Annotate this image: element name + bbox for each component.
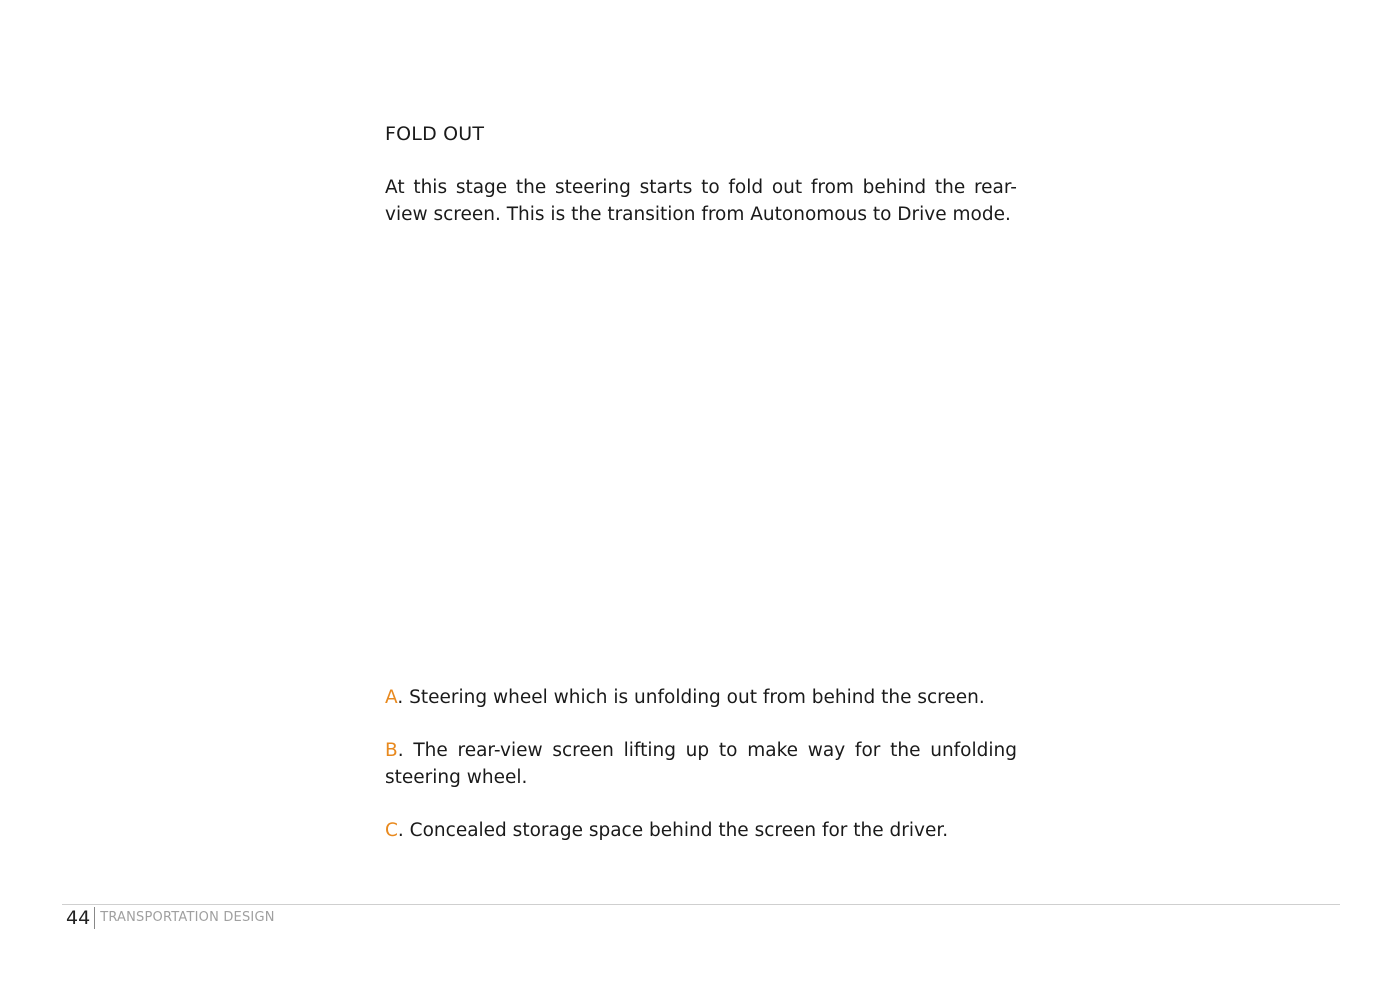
legend-text: . Steering wheel which is unfolding out from behind the screen. [397,687,985,708]
intro-paragraph: At this stage the steering starts to fold out from behind the rear-view screen. This is the transition from Autonomous to Drive mode. [385,177,1017,225]
page-footer [66,906,275,930]
footer-section-title: TRANSPORTATION DESIGN [100,910,275,925]
legend-text: . The rear-view screen lifting up to make way for the unfolding steering wheel. [385,740,1017,788]
legend-letter: A [385,687,398,708]
footer-divider [62,904,1340,905]
legend-letter: B [385,740,398,761]
legend-letter: C [385,820,398,841]
legend-item-b [385,737,1017,791]
legend-item-c [385,817,1017,844]
legend-item-a [385,684,1017,711]
section-heading: FOLD OUT [385,123,485,145]
page-number: 44 [66,907,95,929]
annotation-legend [385,684,1017,870]
legend-text: . Concealed storage space behind the screen for the driver. [397,820,949,841]
